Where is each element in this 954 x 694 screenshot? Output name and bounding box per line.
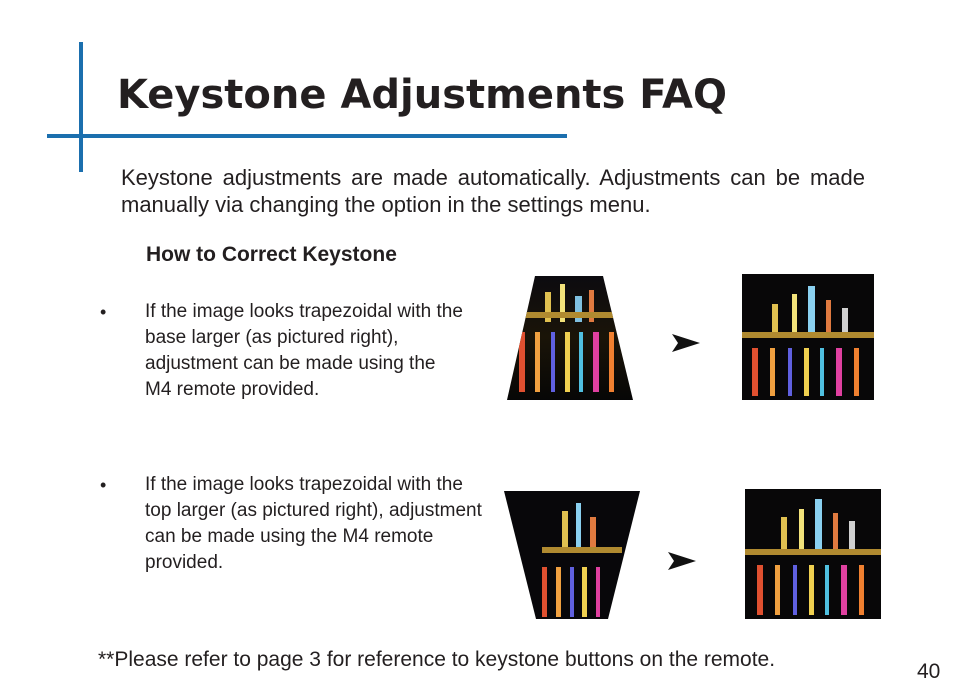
arrow-right-icon — [668, 552, 698, 570]
keystone-corrected-image-1 — [742, 274, 874, 400]
section-heading: How to Correct Keystone — [146, 243, 397, 266]
bullet-marker: • — [100, 475, 107, 495]
intro-paragraph: Keystone adjustments are made automatically. Adjustments can be made manually via changing the option in the settings menu. — [121, 165, 865, 217]
keystone-top-larger-image — [502, 487, 642, 622]
arrow-right-icon — [672, 334, 702, 352]
page-title: Keystone Adjustments FAQ — [117, 72, 727, 118]
keystone-corrected-image-2 — [745, 489, 881, 619]
bullet-text-top-larger: If the image looks trapezoidal with the top larger (as pictured right), adjustment can be made using the M4 remote provided. — [145, 474, 482, 573]
bullet-text-base-larger: If the image looks trapezoidal with the base larger (as pictured right), adjustment can be made using the M4 remote provided. — [145, 301, 463, 400]
bullet-marker: • — [100, 302, 107, 322]
accent-vertical-line — [79, 42, 83, 172]
footnote: **Please refer to page 3 for reference to keystone buttons on the remote. — [98, 648, 776, 671]
keystone-base-larger-image — [505, 272, 635, 402]
page-number: 40 — [917, 660, 941, 683]
accent-horizontal-line — [47, 134, 567, 138]
